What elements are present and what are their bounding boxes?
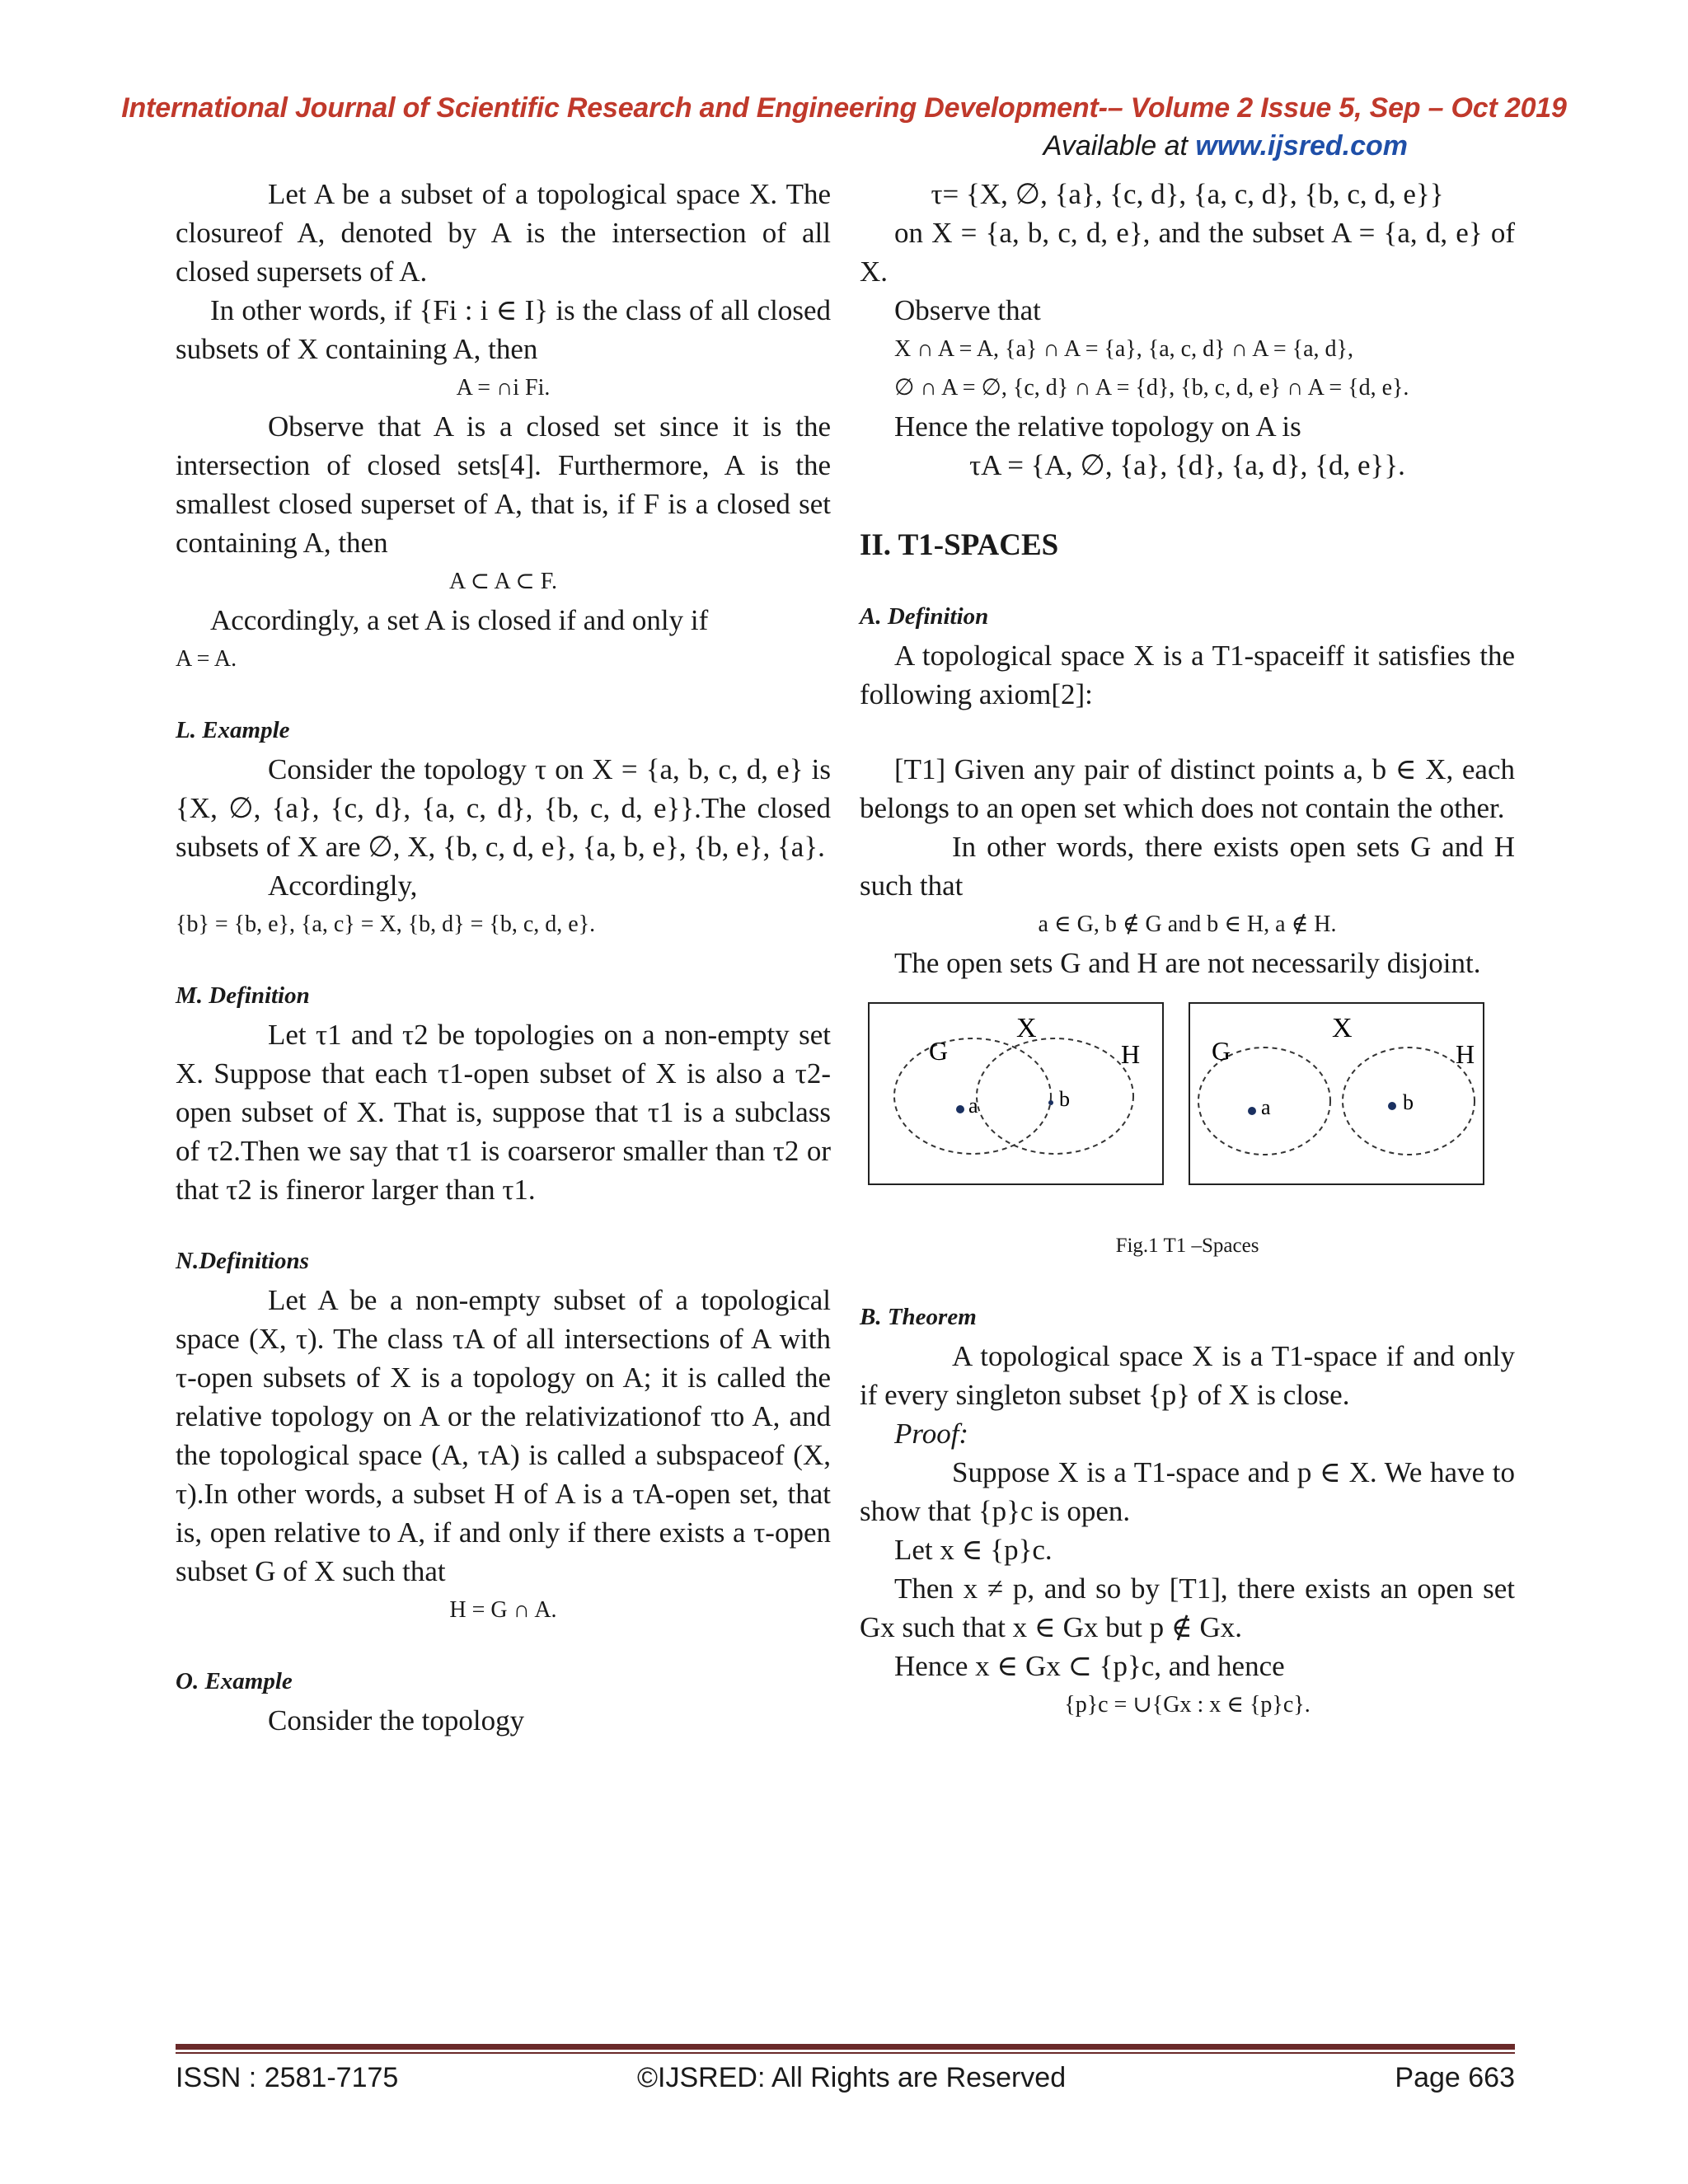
paragraph-theorem: A topological space X is a T1-space if and only if every singleton subset {p} of X is close. [860, 1340, 1515, 1411]
equation-intersections-2: ∅ ∩ A = ∅, {c, d} ∩ A = {d}, {b, c, d, e} ∩ A = {d, e}. [894, 375, 1409, 401]
paragraph-relative-topology: Hence the relative topology on A is [894, 410, 1301, 443]
paragraph-t1-definition: A topological space X is a T1-spaceiff it satisfies the following axiom[2]: [860, 640, 1515, 710]
equation-union: {p}c = ∪{Gx : x ∈ {p}c}. [1064, 1692, 1311, 1718]
paragraph-open-sets-gh: In other words, there exists open sets G and H such that [860, 831, 1515, 902]
heading-o-example: O. Example [176, 1668, 293, 1694]
paragraph-m-definition: Let τ1 and τ2 be topologies on a non-empty set X. Suppose that each τ1-open subset of X is also a τ2-open subset of X. That is, suppose that τ1 is a subclass of τ2.Then we say that τ1 is coarseror smaller than τ2 or that τ2 is fineror larger than τ1. [176, 1019, 831, 1206]
label-a-2: a [1261, 1095, 1271, 1119]
paragraph-accordingly: Accordingly, [268, 869, 418, 902]
section-t1-spaces: II. T1-SPACES [860, 528, 1059, 562]
paragraph-proof-2: Let x ∈ {p}c. [894, 1534, 1053, 1566]
paragraph-l-example: Consider the topology τ on X = {a, b, c, d, e} is {X, ∅, {a}, {c, d}, {a, c, d}, {b, c, d, e}}.The closed subsets of X are ∅, X, {b, c, d, e}, {a, b, e}, {b, e}, {a}. [176, 753, 831, 863]
equation-closures: {b} = {b, e}, {a, c} = X, {b, d} = {b, c, d, e}. [176, 912, 596, 937]
paragraph-n-definitions: Let A be a non-empty subset of a topological space (X, τ). The class τA of all intersections of A with τ-open subsets of X is a topology on A; it is called the relative topology on A or the relativizationof τto A, and the topological space (A, τA) is called a subspaceof (X, τ).In other words, a subset H of A is a τA-open set, that is, open relative to A, if and only if there exists a τ-open subset G of X such that [176, 1284, 831, 1587]
paragraph-o-example: Consider the topology [268, 1704, 525, 1736]
paragraph-observe-that: Observe that [894, 294, 1041, 326]
equation-a-equals-closure: A = A. [176, 646, 237, 672]
paragraph-accordingly-closed: Accordingly, a set A is closed if and only if [210, 604, 709, 636]
left-column [176, 175, 831, 1740]
label-h: H [1121, 1039, 1141, 1069]
equation-h-g-cap-a: H = G ∩ A. [449, 1597, 557, 1623]
heading-m-definition: M. Definition [176, 982, 310, 1009]
footer-rights: ©IJSRED: All Rights are Reserved [637, 2062, 1067, 2093]
paragraph-t1-axiom: [T1] Given any pair of distinct points a, b ∈ X, each belongs to an open set which does not contain the other. [860, 753, 1515, 824]
label-x-2: X [1332, 1013, 1353, 1043]
right-column [860, 175, 1515, 1724]
equation-topology-tau: τ= {X, ∅, {a}, {c, d}, {a, c, d}, {b, c, d, e}} [931, 178, 1444, 210]
equation-subset-chain: A ⊂ A ⊂ F. [448, 569, 558, 594]
footer-issn: ISSN : 2581-7175 [176, 2062, 399, 2093]
equation-intersections-1: X ∩ A = A, {a} ∩ A = {a}, {a, c, d} ∩ A = {a, d}, [894, 336, 1353, 362]
equation-membership: a ∈ G, b ∉ G and b ∈ H, a ∉ H. [1038, 912, 1337, 937]
paragraph-proof-4: Hence x ∈ Gx ⊂ {p}c, and hence [894, 1650, 1285, 1682]
paragraph-observe-closed: Observe that A is a closed set since it is the intersection of closed sets[4]. Furthermore, A is the smallest closed superset of A, that is, if F is a closed set containing A, then [176, 410, 831, 559]
label-proof: Proof: [894, 1418, 969, 1450]
paragraph-closure-def: Let A be a subset of a topological space X. The closureof A, denoted by A is the intersection of all closed supersets of A. [176, 178, 831, 288]
paragraph-not-disjoint: The open sets G and H are not necessarily disjoint. [894, 947, 1481, 979]
label-b-2: b [1403, 1090, 1414, 1114]
label-a: a [968, 1094, 978, 1118]
label-g-2: G [1212, 1036, 1231, 1066]
figure-disjoint-sets [1189, 1002, 1484, 1185]
footer-rule [176, 2044, 1515, 2050]
venn-disjoint-svg [1190, 1004, 1483, 1183]
heading-n-definitions: N.Definitions [176, 1248, 309, 1274]
paragraph-on-x: on X = {a, b, c, d, e}, and the subset A = {a, d, e} of X. [860, 217, 1515, 288]
figure-overlapping-sets [868, 1002, 1164, 1185]
availability-line: Available at www.ijsred.com [1043, 130, 1408, 162]
label-b: b [1059, 1087, 1070, 1111]
footer-rule-thin [176, 2052, 1515, 2054]
label-h-2: H [1456, 1039, 1475, 1069]
venn-overlapping-svg [870, 1004, 1162, 1183]
footer-page-number: Page 663 [1395, 2062, 1515, 2093]
journal-url-link[interactable]: www.ijsred.com [1195, 130, 1408, 162]
paragraph-other-words: In other words, if {Fi : i ∈ I} is the class of all closed subsets of X containing A, then [176, 294, 831, 365]
journal-header: International Journal of Scientific Research and Engineering Development-– Volume 2 Issue 5, Sep – Oct 2019 [121, 92, 1567, 124]
heading-l-example: L. Example [176, 717, 290, 743]
heading-a-definition: A. Definition [860, 603, 989, 630]
heading-b-theorem: B. Theorem [860, 1304, 977, 1330]
equation-closure: A = ∩i Fi. [456, 375, 551, 401]
figure-caption: Fig.1 T1 –Spaces [1115, 1235, 1259, 1257]
paragraph-proof-1: Suppose X is a T1-space and p ∈ X. We have to show that {p}c is open. [860, 1456, 1515, 1527]
equation-tau-a: τA = {A, ∅, {a}, {d}, {a, d}, {d, e}}. [969, 449, 1405, 481]
label-x: X [1016, 1013, 1037, 1043]
label-g: G [929, 1036, 949, 1066]
figure-t1-spaces [868, 1002, 1515, 1185]
paragraph-proof-3: Then x ≠ p, and so by [T1], there exists an open set Gx such that x ∈ Gx but p ∉ Gx. [860, 1572, 1515, 1643]
